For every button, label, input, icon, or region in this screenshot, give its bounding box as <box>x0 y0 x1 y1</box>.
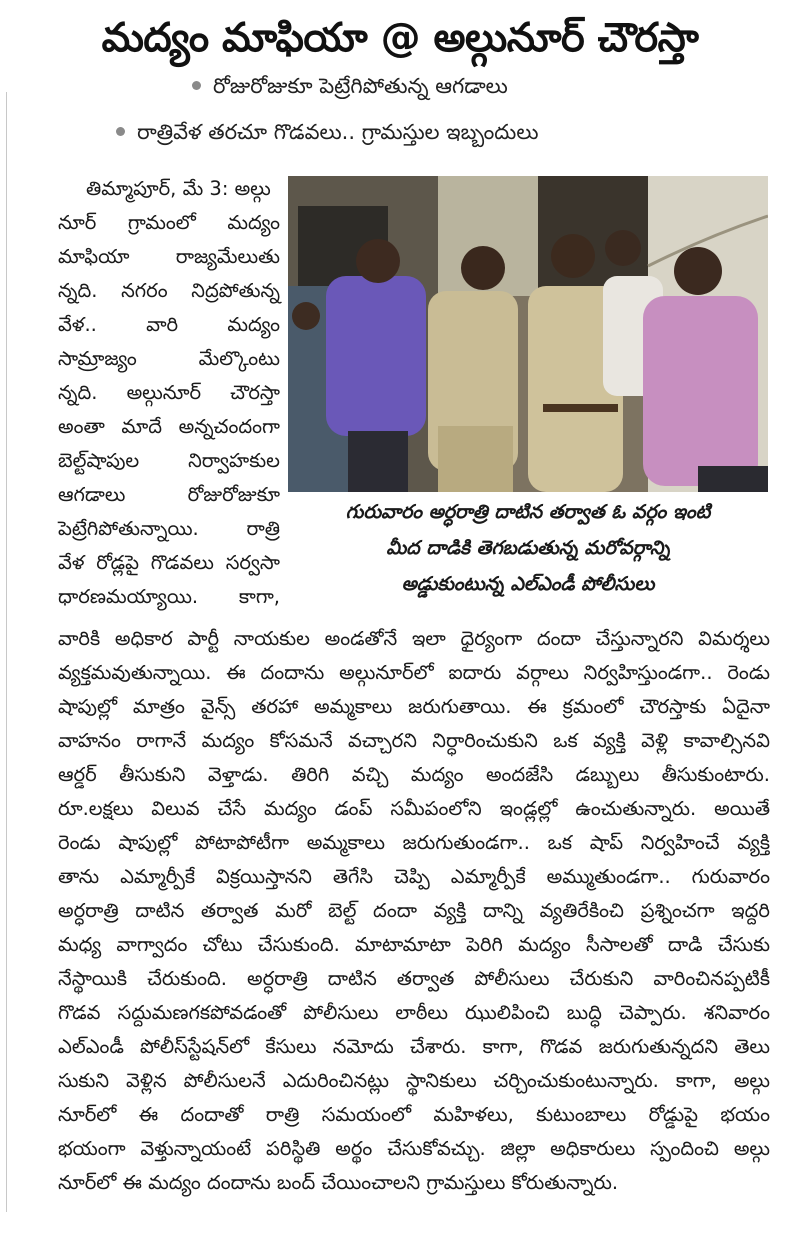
subhead-1-text: రోజురోజుకూ పెట్రేగిపోతున్న ఆగడాలు <box>213 74 508 98</box>
column-line: నూర్ గ్రామంలో మద్యం <box>58 211 280 234</box>
column-line: సామ్రాజ్యం మేల్కొంటు <box>58 347 280 370</box>
body-line: నూర్‌లో ఈ మద్యం దందాను బంద్ చేయించాలని గ్రామస్తులు కోరుతున్నారు. <box>58 1171 619 1194</box>
body-line: గొడవ సద్దుమణగకపోవడంతో పోలీసులు లాఠీలు ఝులిపించి బుద్ధి చెప్పారు. శనివారం <box>58 1001 770 1024</box>
news-photo <box>288 176 768 492</box>
column-line: అంతా మాదే అన్నచందంగా <box>58 415 280 438</box>
photo-illustration <box>288 176 768 492</box>
column-line: ధారణమయ్యాయి. కాగా, <box>58 585 280 608</box>
caption-line: మీద దాడికి తెగబడుతున్న మరోవర్గాన్ని <box>386 537 670 559</box>
column-line: మాఫియా రాజ్యమేలుతు <box>58 245 280 268</box>
subhead-1 <box>192 70 508 102</box>
body-line: ఎల్‌ఎండీ పోలీస్‌స్టేషన్‌లో కేసులు నమోదు చేశారు. కాగా, గొడవ జరుగుతున్నదని తెలు <box>58 1035 770 1058</box>
body-line: తాను ఎమ్మార్పీకే విక్రయిస్తానని తెగేసి చెప్పి ఎమ్మార్పీకే అమ్ముతుండగా.. గురువారం <box>58 865 770 888</box>
subhead-2 <box>116 116 538 148</box>
bullet-icon <box>192 81 201 90</box>
body-line: సుకుని వెళ్లిన పోలీసులనే ఎదురించినట్లు స్థానికులు చర్చించుకుంటున్నారు. కాగా, అల్గు <box>58 1069 770 1092</box>
body-line: నేస్థాయికి చేరుకుంది. అర్ధరాత్రి దాటిన తర్వాత పోలీసులు చేరుకుని వారించినప్పటికీ <box>58 967 770 990</box>
caption-line: అడ్డుకుంటున్న ఎల్‌ఎండీ పోలీసులు <box>401 573 655 595</box>
body-line: వ్యక్తమవుతున్నాయి. ఈ దందాను అల్గునూర్‌లో ఐదారు వర్గాలు నిర్వహిస్తుండగా.. రెండు <box>58 661 770 684</box>
column-line: పెట్రేగిపోతున్నాయి. రాత్రి <box>58 517 280 540</box>
headline: మద్యం మాఫియా @ అల్గునూర్ చౌరస్తా <box>101 15 699 61</box>
body-line: మధ్య వాగ్వాదం చోటు చేసుకుంది. మాటామాటా పెరిగి మద్యం సీసాలతో దాడి చేసుకు <box>58 933 770 956</box>
body-line: నూర్‌లో ఈ దందాతో రాత్రి సమయంలో మహిళలు, కుటుంబాలు రోడ్డుపై భయం <box>58 1103 770 1126</box>
body-line: ఆర్డర్ తీసుకుని వెళ్తాడు. తిరిగి వచ్చి మద్యం అందజేసి డబ్బులు తీసుకుంటారు. <box>58 763 770 786</box>
body-line: షాపుల్లో మాత్రం వైన్స్ తరహా అమ్మకాలు జరుగుతాయి. ఈ క్రమంలో చౌరస్తాకు ఏదైనా <box>58 695 770 718</box>
subhead-2-text: రాత్రివేళ తరచూ గొడవలు.. గ్రామస్తుల ఇబ్బందులు <box>137 120 539 144</box>
column-line: ఆగడాలు రోజురోజుకూ <box>58 483 280 506</box>
column-line: న్నది. అల్గునూర్ చౌరస్తా <box>58 381 280 404</box>
column-line: న్నది. నగరం నిద్రపోతున్న <box>58 279 280 302</box>
body-line: రెండు షాపుల్లో పోటాపోటీగా అమ్మకాలు జరుగుతుండగా.. ఒక షాప్ నిర్వహించే వ్యక్తి <box>58 831 770 854</box>
column-line: వేళ రోడ్లపై గొడవలు సర్వసా <box>58 551 280 574</box>
body-line: అర్ధరాత్రి దాటిన తర్వాత మరో బెల్ట్ దందా వ్యక్తి దాన్ని వ్యతిరేకించి ప్రశ్నించగా ఇద్దరి <box>58 899 770 922</box>
body-line: వాహనం రాగానే మద్యం కోసమనే వచ్చారని నిర్ధారించుకుని ఒక వ్యక్తి వెళ్లి కావాల్సినవి <box>58 729 770 752</box>
body-line: భయంగా వెళ్తున్నాయంటే పరిస్థితి అర్థం చేసుకోవచ్చు. జిల్లా అధికారులు స్పందించి అల్గు <box>58 1137 770 1160</box>
caption-line: గురువారం అర్ధరాత్రి దాటిన తర్వాత ఓ వర్గం ఇంటి <box>345 501 711 523</box>
column-line: బెల్ట్‌షాపుల నిర్వాహకుల <box>58 449 280 472</box>
body-line: వారికి అధికార పార్టీ నాయకుల అండతోనే ఇలా ధైర్యంగా దందా చేస్తున్నారని విమర్శలు <box>58 627 770 650</box>
photo-caption <box>288 494 768 602</box>
column-line: వేళ.. వారి మద్యం <box>58 313 280 336</box>
column-line: తిమ్మాపూర్, మే 3: అల్గు <box>86 177 271 200</box>
column-rule <box>6 92 7 1212</box>
body-line: రూ.లక్షలు విలువ చేసే మద్యం డంప్ సమీపంలోని ఇండ్లల్లో ఉంచుతున్నారు. అయితే <box>58 797 770 820</box>
bullet-icon <box>116 127 125 136</box>
